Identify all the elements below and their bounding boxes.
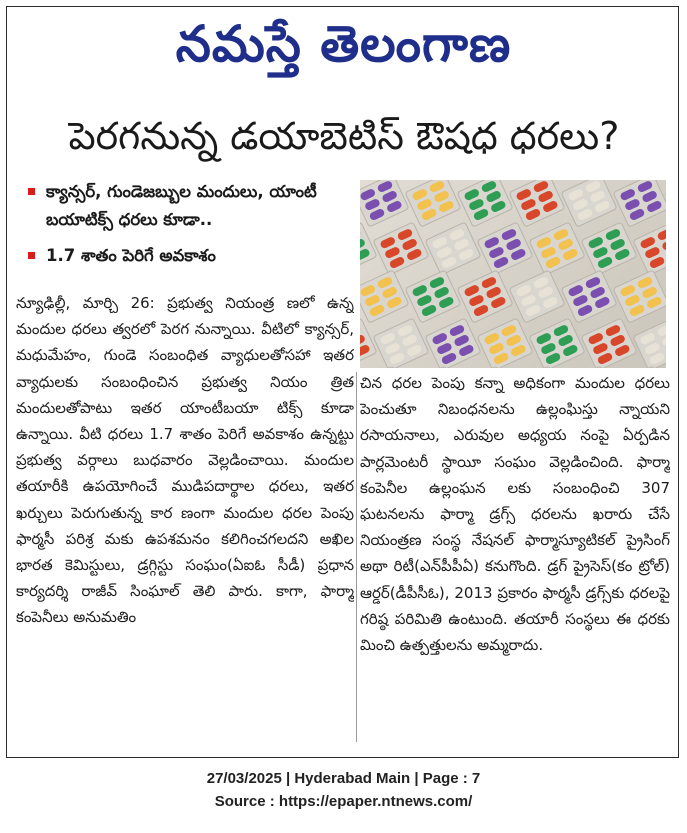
blister-pack [373,222,429,275]
medicine-blister-packs-photo [360,180,666,368]
blister-pack [509,270,565,323]
blister-pack [477,318,533,368]
blister-pack [457,180,513,227]
article-body-right-column: చిన ధరల పెంపు కన్నా అధికంగా మందుల ధరలు పెంచుతూ నిబంధనలను ఉల్లంఘిస్తు న్నాయని రసాయనాలు, ఎరువుల అధ్యయ నంపై ఏర్పడిన పార్లమెంటరీ స్థాయీ సంఘం వెల్లడించింది. ఫార్మా కంపెనీల ఉల్లంఘన లకు సంబంధించి 307 ఘటనలను ఫార్మా డ్రగ్స్ ధరలను ఖరారు చేసే నియంత్రణ సంస్థ నేషనల్ ఫార్మాస్యూటికల్ ప్రైసింగ్ అథా రిటీ(ఎన్‌పీపీఏ) కనుగొంది. డ్రగ్ ప్రైసెస్(కం ట్రోల్) ఆర్డర్(డీపీసీఓ), 2013 ప్రకారం ఫార్మసీ డ్రగ్స్‌కు ధరలపై గరిష్ఠ పరిమితి ఉంటుంది. తయారీ సంస్థలు ఈ ధరకు మించి ఉత్పత్తులను అమ్మరాదు. [360,374,670,655]
blister-pack [529,318,585,368]
blister-pack [581,222,637,275]
blister-pack [561,270,617,323]
blister-pack [561,366,617,368]
blister-pack [405,366,461,368]
blister-pack [633,318,666,368]
article-headline: పెరగనున్న డయాబెటిస్ ఔషధ ధరలు? [68,114,620,158]
medicine-photo-art [360,180,666,368]
blister-pack [360,180,409,227]
red-square-bullet-icon [28,252,35,259]
blister-pack [360,366,409,368]
blister-pack [405,180,461,227]
summary-bullets [18,178,354,270]
blister-pack [360,222,377,275]
article-body-left-column: న్యూఢిల్లీ, మార్చి 26: ప్రభుత్వ నియంత్ర ణలో ఉన్న మందుల ధరలు త్వరలో పెరగ నున్నాయి. వీటిలో క్యాన్సర్, మధుమేహం, గుండె సంబంధిత వ్యాధులతోసహా ఇతర వ్యాధులకు సంబంధించిన ప్రభుత్వ నియం త్రిత మందులతోపాటు ఇతర యాంటీబయా టిక్స్ కూడా ఉన్నాయి. వీటి ధరలు 1.7 శాతం పెరిగే అవకాశం ఉన్నట్టు ప్రభుత్వ వర్గాలు బుధవారం వెల్లడించాయి. మందుల తయారీకి ఉపయోగించే ముడిపదార్థాల ధరలు, ఇతర ఖర్చులు పెరుగుతున్న కార ణంగా మందుల ధరల పెంపు ఫార్మసీ పరిశ్ర మకు ఉపశమనం కలిగించగలదని అఖిల భారత కెమిస్టులు, డ్రగ్గిస్టు సంఘం(ఏఐఓ సీడీ) ప్రధాన కార్యదర్శి రాజీవ్ సింఘాల్ తెలి పారు. కాగా, ఫార్మా కంపెనీలు అనుమతిం [16,294,354,627]
newspaper-masthead: నమస్తే తెలంగాణ [175,15,512,73]
blister-pack [457,270,513,323]
blister-pack [405,270,461,323]
blister-pack [477,222,533,275]
blister-pack [425,318,481,368]
bullet-text: క్యాన్సర్, గుండెజబ్బుల మందులు, యాంటీ బయాటిక్స్ ధరలు కూడా.. [46,182,317,229]
summary-bullet [18,178,354,234]
blister-pack [561,180,617,227]
blister-pack [665,366,666,368]
blister-pack [360,318,377,368]
bullet-text: 1.7 శాతం పెరిగే అవకాశం [46,246,216,265]
blister-pack [509,366,565,368]
blister-pack [613,270,666,323]
summary-bullet [18,242,354,270]
blister-pack [509,180,565,227]
blister-pack [425,222,481,275]
blister-pack [613,180,666,227]
footer-source: Source : https://epaper.ntnews.com/ [214,793,473,810]
blister-pack [373,318,429,368]
blister-pack [360,270,409,323]
blister-pack [633,222,666,275]
column-divider [356,372,357,742]
blister-pack [529,222,585,275]
blister-pack [581,318,637,368]
red-square-bullet-icon [28,188,35,195]
blister-pack [457,366,513,368]
footer-date-edition: 27/03/2025 | Hyderabad Main | Page : 7 [206,770,481,787]
